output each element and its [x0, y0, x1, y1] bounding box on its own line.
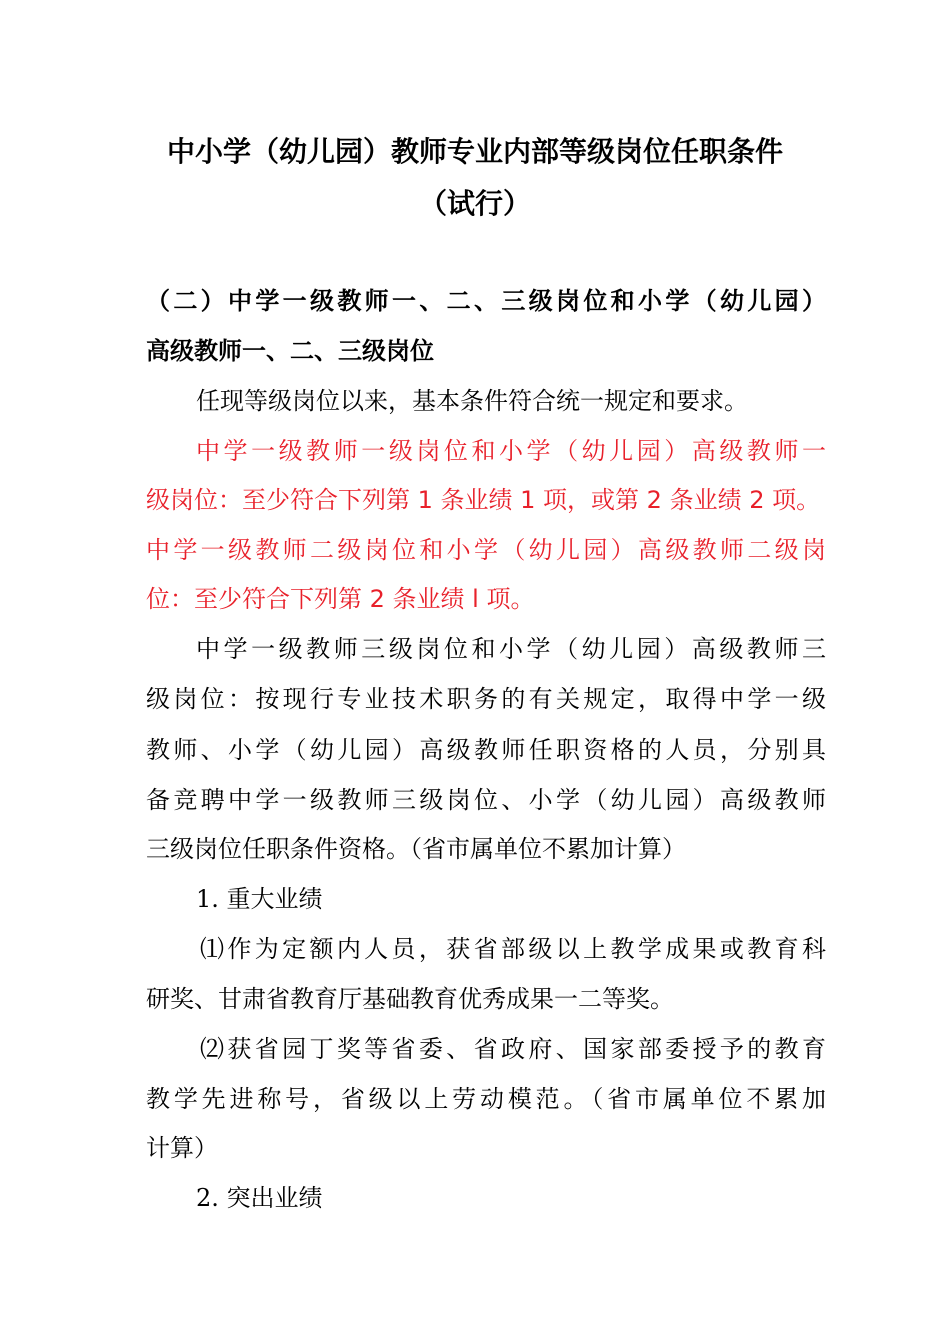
item1-heading: 1. 重大业绩	[196, 885, 323, 913]
requirement-level2: 中学一级教师二级岗位和小学（幼儿园）高级教师二级岗	[146, 536, 826, 564]
level3-paragraph-line: 级岗位：按现行专业技术职务的有关规定，取得中学一级	[146, 685, 826, 713]
level3-paragraph-line: 三级岗位任职条件资格。（省市属单位不累加计算）	[146, 835, 686, 863]
document-title: 中小学（幼儿园）教师专业内部等级岗位任职条件	[166, 135, 783, 168]
level3-paragraph: 中学一级教师三级岗位和小学（幼儿园）高级教师三	[196, 635, 826, 663]
requirement-level2-cont: 位：至少符合下列第 2 条业绩 l 项。	[146, 585, 535, 613]
basic-condition: 任现等级岗位以来，基本条件符合统一规定和要求。	[196, 387, 748, 415]
document-title-suffix: （试行）	[418, 187, 531, 220]
section-heading-cont: 高级教师一、二、三级岗位	[146, 337, 434, 365]
requirement-level1: 中学一级教师一级岗位和小学（幼儿园）高级教师一	[196, 437, 826, 465]
item1-sub2-cont: 教学先进称号，省级以上劳动模范。（省市属单位不累加	[146, 1085, 826, 1113]
section-heading: （二）中学一级教师一、二、三级岗位和小学（幼儿园）	[146, 287, 826, 315]
item1-sub1: ⑴作为定额内人员，获省部级以上教学成果或教育科	[200, 935, 826, 963]
level3-paragraph-line: 教师、小学（幼儿园）高级教师任职资格的人员，分别具	[146, 736, 826, 764]
item1-sub2: ⑵获省园丁奖等省委、省政府、国家部委授予的教育	[200, 1035, 826, 1063]
item1-sub1-cont: 研奖、甘肃省教育厅基础教育优秀成果一二等奖。	[146, 985, 674, 1013]
item1-sub2-cont: 计算）	[146, 1134, 218, 1162]
requirement-level1-cont: 级岗位：至少符合下列第 1 条业绩 1 项，或第 2 条业绩 2 项。	[146, 486, 821, 514]
item2-heading: 2. 突出业绩	[196, 1184, 323, 1212]
level3-paragraph-line: 备竞聘中学一级教师三级岗位、小学（幼儿园）高级教师	[146, 786, 826, 814]
